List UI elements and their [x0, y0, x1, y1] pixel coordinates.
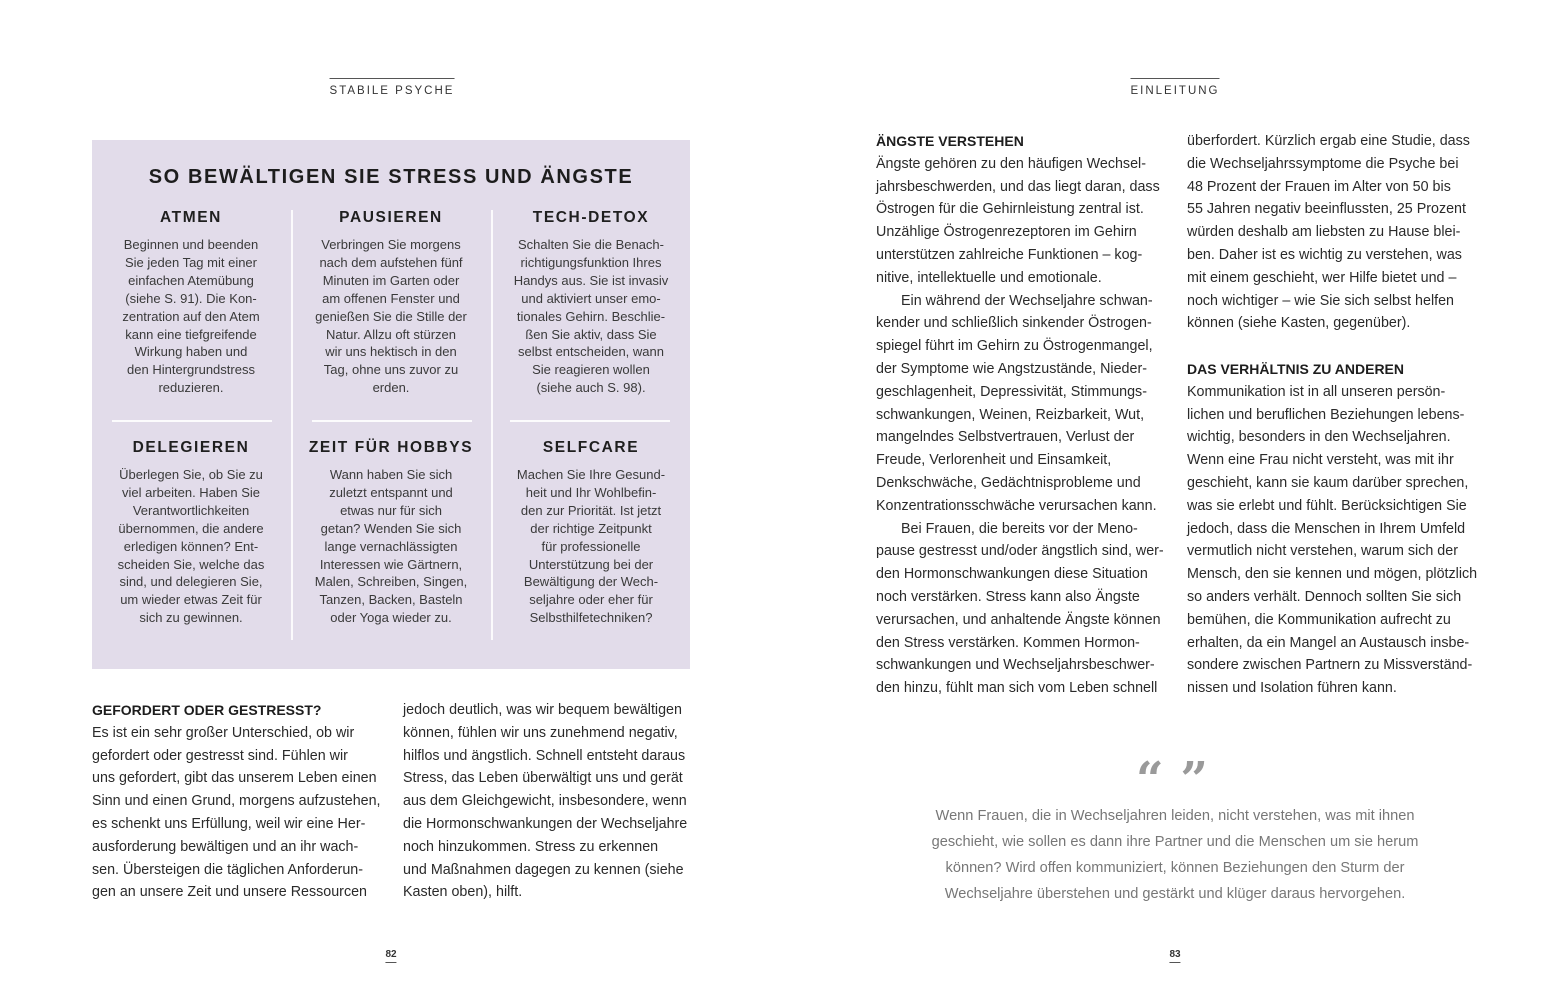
quote-line: geschieht, wie sollen es dann ihre Partner und die Menschen um sie herum: [931, 834, 1419, 850]
tip-text-line: sich zu gewinnen.: [139, 610, 243, 626]
tip-text-line: Verantwortlichkeiten: [132, 502, 250, 518]
text-line: überfordert. Kürzlich ergab eine Studie, dass: [1187, 133, 1470, 149]
tip-text-line: Minuten im Garten oder: [322, 272, 460, 288]
text-line: ben. Daher ist es wichtig zu verstehen, was: [1187, 246, 1462, 263]
tips-box: [92, 140, 690, 669]
tip-text-line: um wieder etwas Zeit für: [120, 592, 262, 608]
tip-text-line: Überlegen Sie, ob Sie zu: [119, 467, 263, 482]
tip-text-line: der richtige Zeitpunkt: [530, 520, 652, 536]
text-line: hilflos und ängstlich. Schnell entsteht daraus: [403, 747, 686, 764]
text-line: Ängste gehören zu den häufigen Wechsel-: [876, 155, 1146, 172]
quote-line: Wenn Frauen, die in Wechseljahren leiden, nicht verstehen, was mit ihnen: [935, 808, 1415, 824]
section-heading: ÄNGSTE VERSTEHEN: [876, 133, 1024, 149]
tip-text-line: für professionelle: [541, 538, 641, 554]
tip-text-line: am offenen Fenster und: [322, 290, 460, 306]
text-line: geschlagenheit, Depressivität, Stimmungs-: [876, 383, 1147, 400]
tip-text-line: zuletzt entspannt und: [329, 484, 453, 500]
text-line: noch hinzukommen. Stress zu erkennen: [403, 838, 659, 855]
text-line: gefordert oder gestresst sind. Fühlen wir: [92, 747, 348, 764]
text-line: bemühen, die Kommunikation aufrecht zu: [1187, 611, 1451, 628]
tip-text-line: übernommen, die andere: [118, 520, 264, 536]
text-line: die Hormonschwankungen der Wechseljahre: [403, 815, 688, 832]
tip-text-line: lange vernachlässigten: [324, 538, 458, 554]
tip-text-line: richtigungsfunktion Ihres: [520, 254, 662, 270]
tip-text-line: scheiden Sie, welche das: [117, 556, 265, 572]
text-line: was sie erlebt und fühlt. Berücksichtigen Sie: [1187, 497, 1467, 514]
text-line: Wenn eine Frau nicht versteht, was mit ihr: [1187, 452, 1454, 469]
tip-text-line: kann eine tiefgreifende: [125, 326, 257, 342]
tip-text-line: genießen Sie die Stille der: [315, 308, 467, 324]
running-head-right: EINLEITUNG: [1130, 78, 1219, 97]
tip-text-line: zentration auf den Atem: [122, 308, 260, 324]
row-divider: [312, 420, 472, 422]
text-line: verursachen, und anhaltende Ängste können: [876, 611, 1161, 628]
text-line: Stress, das Leben überwältigt uns und gerät: [403, 770, 683, 787]
tip-text-line: Malen, Schreiben, Singen,: [314, 574, 468, 590]
tip-text-line: Wirkung haben und: [134, 344, 248, 360]
text-line: lichen und beruflichen Beziehungen lebens-: [1187, 406, 1465, 423]
tip-heading: TECH-DETOX: [532, 209, 650, 226]
text-line: Kommunikation ist in all unseren persön-: [1187, 383, 1446, 400]
tip-text-line: Natur. Allzu oft stürzen: [325, 326, 457, 342]
text-line: geschieht, kann sie kaum darüber sprechen,: [1187, 474, 1469, 491]
text-line: Bei Frauen, die bereits vor der Meno-: [901, 520, 1138, 537]
text-line: mangelndes Selbstvertrauen, Verlust der: [876, 429, 1135, 446]
text-line: nissen und Isolation führen kann.: [1187, 680, 1397, 697]
body-column: [876, 130, 1176, 700]
tip-text-line: Unterstützung bei der: [528, 556, 654, 572]
quote-marks-icon: “ ”: [1136, 752, 1208, 808]
paragraph: [1187, 381, 1487, 700]
tip-text-line: heit und Ihr Wohlbefin-: [525, 484, 657, 500]
text-line: würden deshalb am liebsten zu Hause blei-: [1187, 224, 1461, 241]
tip-heading: SELFCARE: [542, 439, 640, 456]
tip-text-line: Sie jeden Tag mit einer: [124, 254, 257, 270]
paragraph: [1187, 130, 1487, 335]
text-line: unterstützen zahlreiche Funktionen – kog-: [876, 246, 1143, 263]
text-line: Freude, Verlorenheit und Einsamkeit,: [876, 452, 1112, 469]
tip-text-line: nach dem aufstehen fünf: [319, 254, 463, 270]
tip-heading: ATMEN: [160, 209, 222, 226]
text-line: gen an unsere Zeit und unsere Ressourcen: [92, 884, 367, 901]
pull-quote: [932, 803, 1419, 907]
tip-text-line: seljahre oder eher für: [529, 592, 653, 608]
text-line: Östrogen für die Gehirnleistung zentral ist.: [876, 201, 1144, 218]
paragraph: [403, 699, 703, 904]
tip-text-line: Wann haben Sie sich: [329, 467, 453, 482]
tip-text-line: etwas nur für sich: [340, 502, 442, 518]
tip-text-line: Tag, ohne uns zuvor zu: [323, 362, 459, 378]
text-line: sen. Übersteigen die täglichen Anforderun-: [92, 861, 364, 878]
tip-text-line: Beginnen und beenden: [123, 237, 259, 252]
tip-text-line: Selbsthilfetechniken?: [529, 610, 653, 626]
text-line: Ein während der Wechseljahre schwan-: [901, 292, 1153, 309]
paragraph: [92, 722, 392, 904]
tip-text-line: den zur Priorität. Ist jetzt: [520, 502, 662, 518]
page-number-right: 83: [1169, 949, 1180, 963]
text-line: der Symptome wie Angstzustände, Nieder-: [876, 360, 1147, 377]
tip-text-line: Machen Sie Ihre Gesund-: [516, 467, 666, 482]
tip-text-line: oder Yoga wieder zu.: [330, 610, 452, 626]
text-line: spiegel führt im Gehirn zu Östrogenmangel,: [876, 338, 1153, 355]
tip-text-line: wir uns hektisch in den: [325, 344, 457, 360]
row-divider: [510, 420, 670, 422]
body-column: [1187, 130, 1487, 700]
tip-text-line: viel arbeiten. Haben Sie: [121, 484, 261, 500]
text-line: kender und schließlich sinkender Östrogen-: [876, 315, 1152, 332]
text-line: Mensch, den sie kennen und mögen, plötzlich: [1187, 566, 1478, 583]
text-line: können (siehe Kasten, gegenüber).: [1187, 315, 1411, 332]
tip-heading: DELEGIEREN: [132, 439, 250, 456]
text-line: so anders verhält. Dennoch sollten Sie sich: [1187, 588, 1462, 605]
text-line: Unzählige Östrogenrezeptoren im Gehirn: [876, 224, 1137, 241]
text-line: noch verstärken. Stress kann also Ängste: [876, 588, 1140, 605]
section-heading: DAS VERHÄLTNIS ZU ANDEREN: [1187, 360, 1405, 377]
text-line: und Maßnahmen dagegen zu kennen (siehe: [403, 861, 684, 878]
tip-text-line: (siehe S. 91). Die Kon-: [125, 290, 257, 306]
text-line: erhalten, da ein Mangel an Austausch insbe-: [1187, 634, 1470, 651]
tip-text-line: Sie reagieren wollen: [532, 362, 650, 378]
tips-box-title: SO BEWÄLTIGEN SIE STRESS UND ÄNGSTE: [148, 166, 634, 188]
tip-text-line: Interessen wie Gärtnern,: [319, 556, 463, 572]
tip-text-line: Schalten Sie die Benach-: [518, 237, 664, 252]
tip-text-line: Bewältigung der Wech-: [523, 574, 659, 590]
tip-zeit-für-hobbys: [291, 438, 491, 627]
quote-line: Wechseljahre überstehen und gestärkt und klüger daraus hervorgehen.: [944, 886, 1406, 902]
tip-atmen: [91, 208, 291, 397]
text-line: sondere zwischen Partnern zu Missverständ-: [1187, 657, 1473, 674]
tip-text-line: Handys aus. Sie ist invasiv: [513, 272, 669, 288]
text-line: Es ist ein sehr großer Unterschied, ob wir: [92, 724, 355, 741]
text-line: pause gestresst und/oder ängstlich sind, wer-: [876, 543, 1164, 560]
text-line: Denkschwäche, Gedächtnisprobleme und: [876, 474, 1141, 491]
tip-text-line: reduzieren.: [158, 380, 224, 396]
tip-text-line: ßen Sie aktiv, dass Sie: [525, 326, 657, 342]
tip-text-line: sind, und delegieren Sie,: [119, 574, 263, 590]
body-column: [92, 699, 392, 904]
text-line: Konzentrationsschwäche verursachen kann.: [876, 497, 1157, 514]
tip-text-line: einfachen Atemübung: [128, 272, 254, 288]
text-line: jedoch, dass die Menschen in Ihrem Umfeld: [1187, 520, 1466, 537]
paragraph: [876, 153, 1176, 290]
text-line: ausforderung bewältigen und an ihr wach-: [92, 838, 359, 855]
paragraph: [876, 290, 1176, 518]
tip-tech-detox: [491, 208, 691, 397]
text-line: 48 Prozent der Frauen im Alter von 50 bis: [1187, 178, 1451, 195]
tip-text-line: (siehe auch S. 98).: [536, 380, 646, 396]
text-line: jahrsbeschwerden, und das liegt daran, dass: [876, 178, 1160, 195]
paragraph: [876, 518, 1176, 700]
text-line: den Hormonschwankungen diese Situation: [876, 566, 1148, 583]
text-line: mit einem geschieht, wer Hilfe bietet und –: [1187, 269, 1457, 286]
body-column: [403, 699, 703, 904]
text-line: jedoch deutlich, was wir bequem bewältigen: [403, 702, 682, 718]
tip-text-line: Tanzen, Backen, Basteln: [319, 592, 463, 608]
text-line: wichtig, besonders in den Wechseljahren.: [1187, 429, 1451, 446]
text-line: den Stress verstärken. Kommen Hormon-: [876, 634, 1140, 651]
tip-text-line: erden.: [372, 380, 410, 396]
text-line: Kasten oben), hilft.: [403, 884, 523, 901]
text-line: uns gefordert, gibt das unserem Leben einen: [92, 770, 377, 787]
tip-text-line: und aktiviert unser emo-: [521, 290, 661, 306]
text-line: noch wichtiger – wie Sie sich selbst helfen: [1187, 292, 1455, 309]
text-line: Sinn und einen Grund, morgens aufzustehen,: [92, 793, 381, 810]
text-line: aus dem Gleichgewicht, insbesondere, wenn: [403, 793, 687, 810]
text-line: den hinzu, fühlt man sich vom Leben schnell: [876, 680, 1158, 697]
text-line: es schenkt uns Erfüllung, weil wir eine Her-: [92, 815, 366, 832]
tip-selfcare: [491, 438, 691, 627]
text-line: nitive, intellektuelle und emotionale.: [876, 269, 1102, 286]
tip-text-line: selbst entscheiden, wann: [518, 344, 664, 360]
text-line: vermutlich nicht verstehen, warum sich der: [1187, 543, 1458, 560]
text-line: können, fühlen wir uns zunehmend negativ,: [403, 724, 678, 741]
tip-heading: PAUSIEREN: [339, 209, 443, 226]
text-line: 55 Jahren negativ beeinflussten, 25 Prozent: [1187, 201, 1466, 218]
tip-delegieren: [91, 438, 291, 627]
section-heading: GEFORDERT ODER GESTRESST?: [92, 702, 322, 718]
text-line: schwankungen und Wechseljahrsbeschwer-: [876, 657, 1155, 674]
text-line: schwankungen, Weinen, Reizbarkeit, Wut,: [876, 406, 1145, 423]
tip-text-line: tionales Gehirn. Beschlie-: [516, 308, 666, 324]
text-line: die Wechseljahrssymptome die Psyche bei: [1187, 155, 1459, 172]
tip-heading: ZEIT FÜR HOBBYS: [308, 439, 474, 456]
quote-line: können? Wird offen kommuniziert, können Beziehungen den Sturm der: [945, 860, 1405, 876]
tip-text-line: den Hintergrundstress: [127, 362, 255, 378]
tip-text-line: erledigen können? Ent-: [123, 538, 259, 554]
tip-text-line: getan? Wenden Sie sich: [320, 520, 462, 536]
page-number-left: 82: [385, 949, 396, 963]
tip-text-line: Verbringen Sie morgens: [321, 237, 461, 252]
tip-pausieren: [291, 208, 491, 397]
running-head-left: STABILE PSYCHE: [330, 78, 455, 97]
row-divider: [112, 420, 272, 422]
